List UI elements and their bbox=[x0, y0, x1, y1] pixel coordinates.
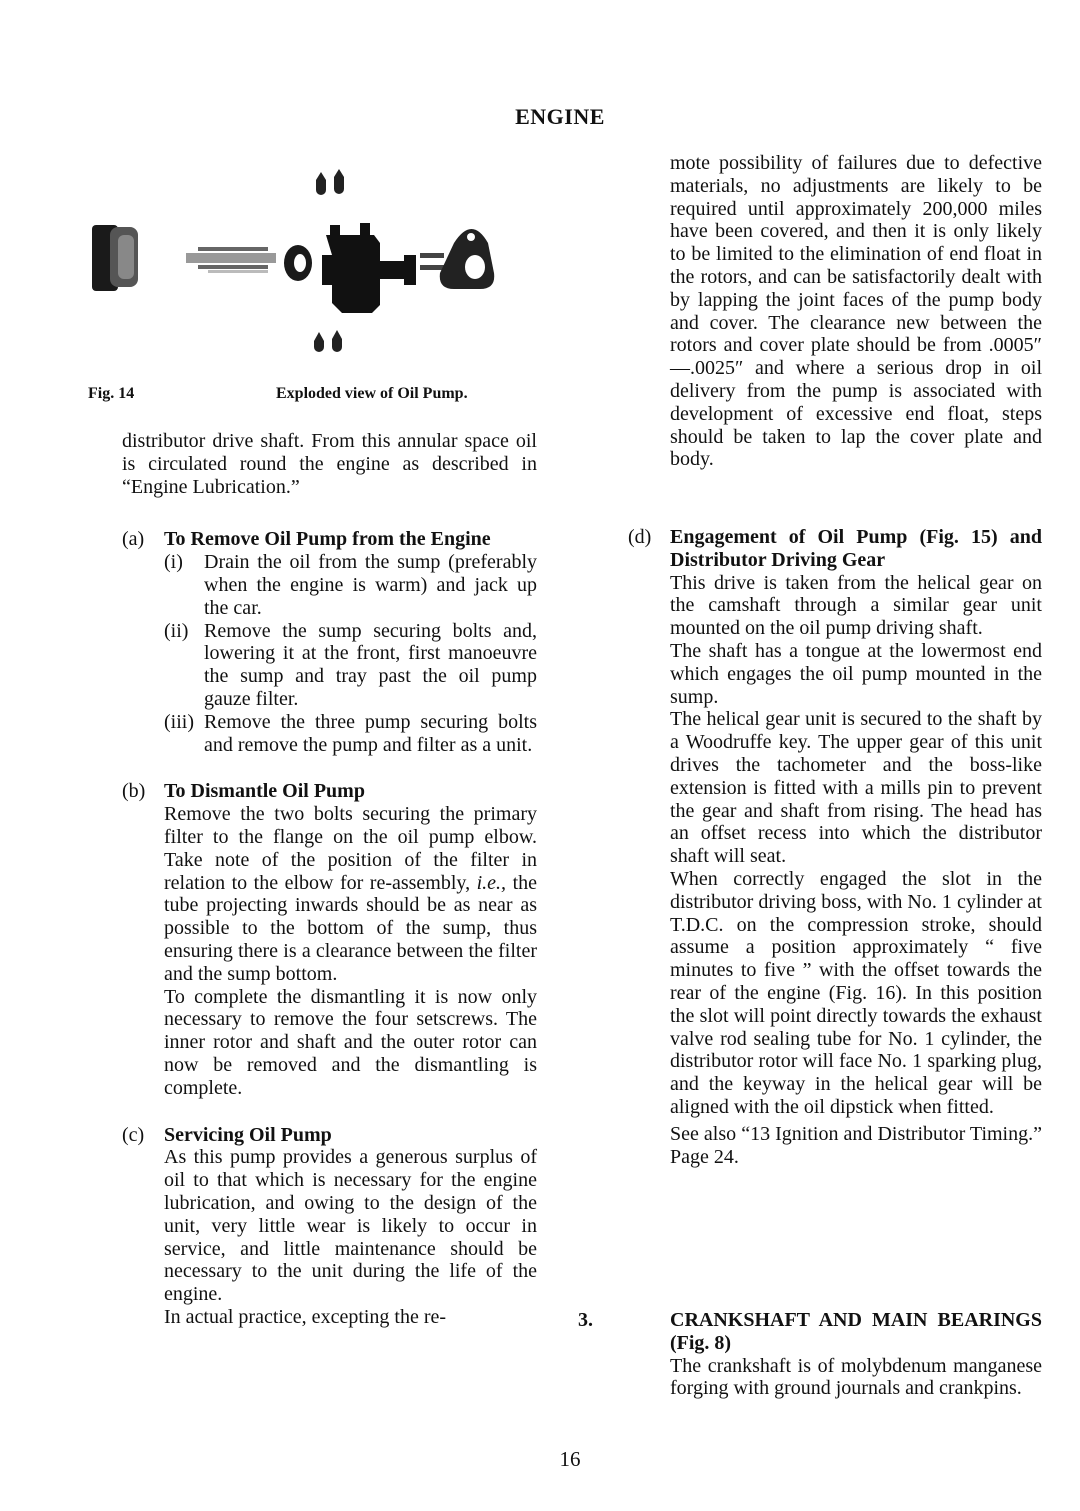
section-d-paragraph: This drive is taken from the helical gear on the camshaft through a similar gear unit mounted on the oil pump driving shaft. bbox=[670, 571, 1042, 640]
section-3-heading: CRANKSHAFT AND MAIN BEARINGS (Fig. 8) bbox=[670, 1309, 1042, 1354]
section-c-paragraph: As this pump provides a generous surplus of oil to that which is necessary for the engine lubrication, and owing to the design of the unit, very little wear is likely to occur in service, and little maintenance should be necessary to the unit during the life of the engine. bbox=[164, 1146, 537, 1306]
section-d-label: (d) bbox=[628, 526, 652, 548]
figure-label: Fig. 14 bbox=[88, 385, 135, 402]
right-column bbox=[670, 152, 1042, 471]
step-item bbox=[164, 711, 537, 757]
top-bolts bbox=[316, 169, 344, 195]
step-item bbox=[164, 551, 537, 619]
pump-cover-part bbox=[92, 225, 138, 291]
section-a-heading: To Remove Oil Pump from the Engine bbox=[164, 528, 491, 551]
section-c-heading: Servicing Oil Pump bbox=[164, 1123, 332, 1146]
section-3-paragraph: The crankshaft is of molybdenum manganese forging with ground journals and crankpins. bbox=[670, 1354, 1042, 1400]
section-d-paragraph: When correctly engaged the slot in the distributor driving boss, with No. 1 cylinder at T.D.C. on the compression stroke, should assume a position approximately “ five minutes to five ” with the offset towards the rear of the engine (Fig. 16). In this position the slot will point directly towards the exhaust valve rod sealing tube for No. 1 cylinder, the distributor rotor will face No. 1 sparking plug, and the keyway in the helical gear will be aligned with the oil dipstick when fitted. bbox=[670, 867, 1042, 1118]
section-b bbox=[122, 780, 537, 1099]
section-a-label: (a) bbox=[122, 528, 145, 551]
section-c bbox=[122, 1124, 537, 1329]
section-d-paragraph: The shaft has a tongue at the lowermost end which engages the oil pump mounted in the sump. bbox=[670, 639, 1042, 708]
outer-rotor-part bbox=[284, 245, 312, 281]
step-text: Drain the oil from the sump (preferably when the engine is warm) and jack up the car. bbox=[204, 551, 537, 619]
section-b-paragraph: Remove the two bolts securing the primary filter to the flange on the oil pump elbow. Take note of the position of the filter in relation to the elbow for re-assembly, i.e., the tube projecting inwards should be as near as possible to the bottom of the sump, thus ensuring there is a clearance between the filter and the sump bottom. bbox=[164, 803, 537, 985]
step-number: (i) bbox=[164, 551, 183, 574]
continued-paragraph: mote possibility of failures due to defective materials, no adjustments are likely to be required until approximately 200,000 miles have been covered, and then it is only likely to be limited to the elimination of end float in the rotors, and can be satisfactorily dealt with by lapping the joint faces of the pump body and cover. The clearance new between the rotors and cover plate should be from .0005″—.0025″ and where a serious drop in oil delivery from the pump is associated with development of excessive end float, steps should be taken to lap the cover plate and body. bbox=[670, 152, 1042, 471]
intro-paragraph: distributor drive shaft. From this annular space oil is circulated round the engine as described in “Engine Lubrication.” bbox=[122, 430, 537, 498]
section-b-label: (b) bbox=[122, 780, 146, 803]
step-number: (iii) bbox=[164, 710, 194, 733]
page-title: ENGINE bbox=[515, 104, 605, 129]
rotor-shaft-part bbox=[186, 247, 276, 273]
section-b-paragraph-2: To complete the dismantling it is now only necessary to remove the four setscrews. The inner rotor and shaft and the outer rotor can now be removed and the dismantling is complete. bbox=[164, 985, 537, 1099]
section-3 bbox=[670, 1309, 1042, 1400]
step-text: Remove the sump securing bolts and, lowering it at the front, first manoeuvre the sump and tray past the oil pump gauze filter. bbox=[204, 619, 537, 710]
page-number: 16 bbox=[559, 1447, 581, 1471]
oil-pump-figure bbox=[88, 165, 528, 365]
gasket-part bbox=[420, 229, 494, 289]
section-d-paragraph: The helical gear unit is secured to the shaft by a Woodruffe key. The upper gear of this unit drives the tachometer and the boss-like extension is fitted with a mills pin to prevent the gear and shaft from rising. The head has an offset recess into which the distributor shaft will seat. bbox=[670, 708, 1042, 868]
section-d bbox=[628, 526, 1042, 1168]
section-d-paragraph: See also “13 Ignition and Distributor Timing.” Page 24. bbox=[670, 1122, 1042, 1168]
section-c-paragraph-2: In actual practice, excepting the re- bbox=[164, 1305, 447, 1328]
step-text: Remove the three pump securing bolts and remove the pump and filter as a unit. bbox=[204, 710, 537, 756]
oil-pump-exploded-illustration bbox=[88, 165, 528, 365]
step-item bbox=[164, 620, 537, 711]
section-d-heading: Engagement of Oil Pump (Fig. 15) and Distributor Driving Gear bbox=[670, 526, 1042, 571]
step-number: (ii) bbox=[164, 619, 189, 642]
pump-body-part bbox=[322, 223, 416, 313]
figure-caption: Exploded view of Oil Pump. bbox=[276, 385, 468, 402]
section-3-number: 3. bbox=[578, 1309, 593, 1331]
section-c-label: (c) bbox=[122, 1123, 145, 1146]
section-b-heading: To Dismantle Oil Pump bbox=[164, 780, 365, 803]
left-column bbox=[122, 430, 537, 1329]
section-a bbox=[122, 528, 537, 756]
bottom-bolts bbox=[314, 330, 342, 352]
